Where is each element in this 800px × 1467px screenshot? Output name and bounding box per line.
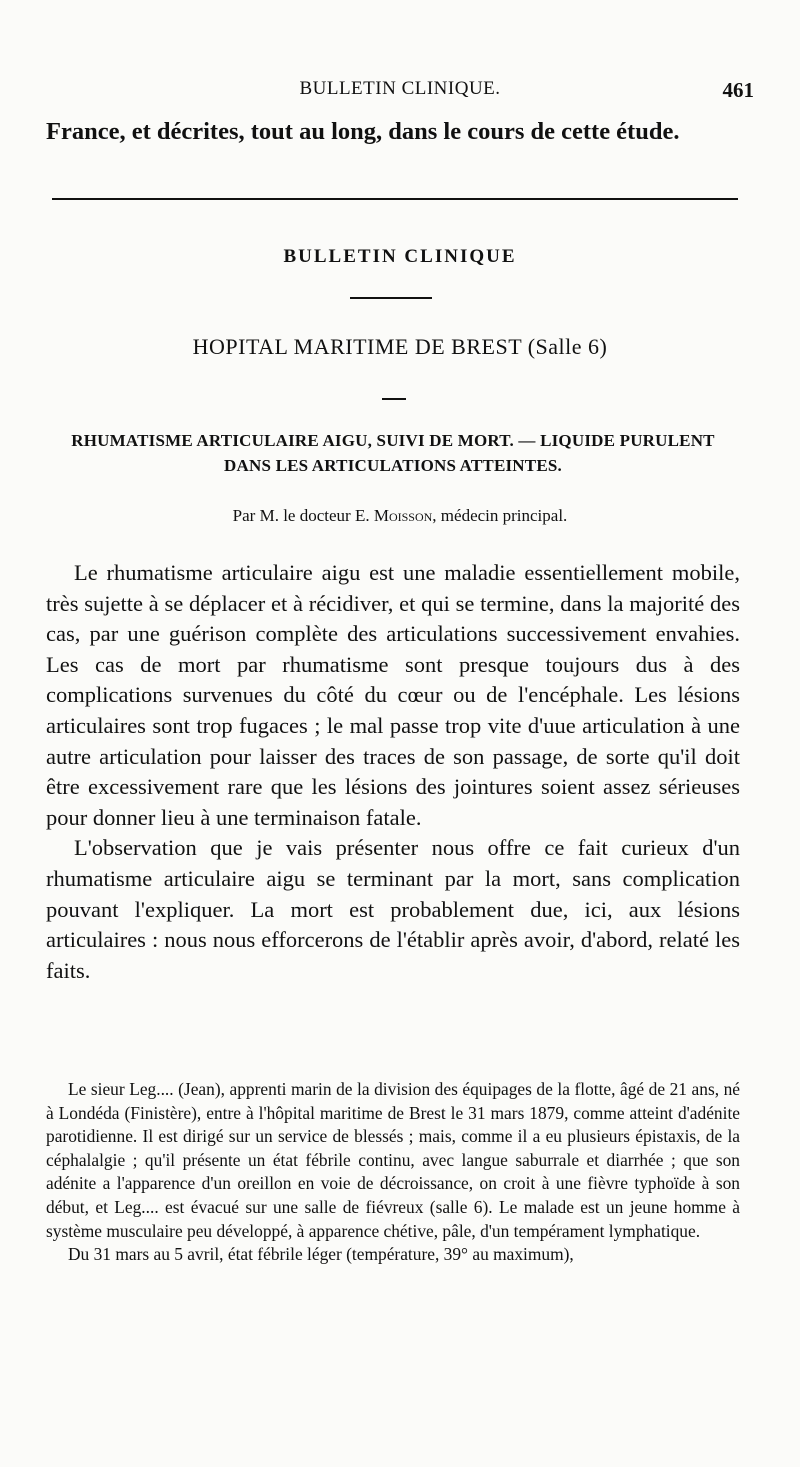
section-divider [52,198,738,200]
title-rule [350,297,432,299]
byline-prefix: Par M. le docteur E. [232,506,370,525]
page-number: 461 [722,78,754,102]
observation-paragraph: Le sieur Leg.... (Jean), apprenti marin de la division des équipages de la flotte, âgé de 21 ans, né à Londéda (Finistère), entre à l'hôpital maritime de Brest le 31 mars 1879, comme atteint d'adénite parotidienne. Il est dirigé sur un service de blessés ; mais, comme il a eu plusieurs épistaxis, de la céphalalgie ; qu'il présente un état fébrile continu, avec langue saburrale et diarrhée ; que son adénite a l'apparence d'un oreillon en voie de décroissance, on croit à une fièvre typhoïde à son début, et Leg.... est évacué sur une salle de fiévreux (salle 6). Le malade est un jeune homme à système musculaire peu développé, à apparence chétive, pâle, d'un tempérament lymphatique. [46,1079,740,1241]
carryover-text: France, et décrites, tout au long, dans le cours de cette étude. [46,118,680,145]
hospital-heading: HOPITAL MARITIME DE BREST (Salle 6) [192,334,608,359]
body-text [46,558,740,986]
section-title: BULLETIN CLINIQUE [283,246,517,267]
observation-paragraph: Du 31 mars au 5 avril, état fébrile léger (température, 39° au maximum), [68,1244,574,1265]
byline-suffix: , médecin principal. [432,506,568,525]
byline-author: Moisson [373,506,433,525]
heading-rule [382,398,406,400]
byline [0,506,800,526]
running-head [46,78,754,104]
running-head-title: BULLETIN CLINIQUE. [299,78,501,99]
observation-text [46,1078,740,1267]
paragraph: L'observation que je vais présenter nous offre ce fait curieux d'un rhumatisme articulaire aigu se terminant par la mort, sans complication pouvant l'expliquer. La mort est probablement due, ici, aux lésions articulaires : nous nous efforcerons de l'établir après avoir, d'abord, relaté les faits. [46,835,740,983]
paragraph: Le rhumatisme articulaire aigu est une maladie essentiellement mobile, très sujette à se déplacer et à récidiver, et qui se termine, dans la majorité des cas, par une guérison complète des articulations successivement envahies. Les cas de mort par rhumatisme sont presque toujours dus à des complications survenues du côté du cœur ou de l'encéphale. Les lésions articulaires sont trop fugaces ; le mal passe trop vite d'uue articulation à une autre articulation pour laisser des traces de son passage, de sorte qu'il doit être excessivement rare que les lésions des jointures soient assez sérieuses pour donner lieu à une terminaison fatale. [46,560,740,830]
case-title: RHUMATISME ARTICULAIRE AIGU, SUIVI DE MORT. — LIQUIDE PURULENT DANS LES ARTICULATIONS ATTEINTES. [71,431,715,475]
